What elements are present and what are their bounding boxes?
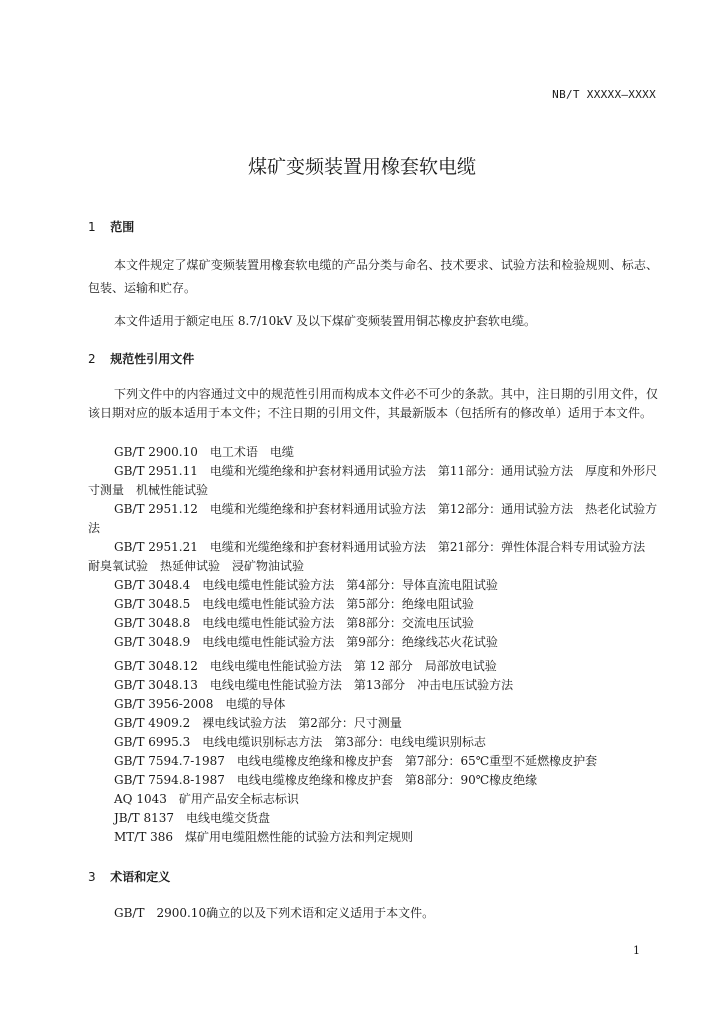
section-3-heading: [88, 868, 170, 885]
ref-item: GB/T 7594.7-1987 电线电缆橡皮绝缘和橡皮护套 第7部分：65℃重型不延燃橡皮护套: [114, 754, 598, 768]
ref-item: MT/T 386 煤矿用电缆阻燃性能的试验方法和判定规则: [114, 830, 414, 844]
ref-item: GB/T 3048.8 电线电缆电性能试验方法 第8部分：交流电压试验: [114, 616, 474, 630]
ref-item: GB/T 3048.13 电线电缆电性能试验方法 第13部分 冲击电压试验方法: [114, 678, 514, 692]
ref-item: GB/T 3048.4 电线电缆电性能试验方法 第4部分：导体直流电阻试验: [114, 578, 498, 592]
ref-item: GB/T 3048.12 电线电缆电性能试验方法 第 12 部分 局部放电试验: [114, 659, 497, 673]
ref-item: GB/T 2951.12 电缆和光缆绝缘和护套材料通用试验方法 第12部分：通用试验方法 热老化试验方法: [88, 502, 658, 535]
ref-item: GB/T 3956-2008 电缆的导体: [114, 697, 286, 711]
references-intro: 下列文件中的内容通过文中的规范性引用而构成本文件必不可少的条款。其中，注日期的引用文件，仅该日期对应的版本适用于本文件；不注日期的引用文件，其最新版本（包括所有的修改单）适用于本文件。: [88, 387, 658, 420]
section-2-title: 规范性引用文件: [110, 352, 195, 366]
page-number: 1: [633, 944, 640, 957]
ref-item: GB/T 3048.5 电线电缆电性能试验方法 第5部分：绝缘电阻试验: [114, 597, 474, 611]
section-1-heading: [88, 218, 134, 235]
scope-paragraph-1: 本文件规定了煤矿变频装置用橡套软电缆的产品分类与命名、技术要求、试验方法和检验规则、标志、包装、运输和贮存。: [88, 258, 658, 295]
section-1-number: 1: [88, 220, 96, 234]
section-1-title: 范围: [110, 220, 135, 234]
terms-paragraph: GB/T 2900.10确立的以及下列术语和定义适用于本文件。: [114, 906, 435, 920]
ref-item: GB/T 6995.3 电线电缆识别标志方法 第3部分：电线电缆识别标志: [114, 735, 486, 749]
section-3-title: 术语和定义: [110, 870, 171, 884]
ref-item: GB/T 7594.8-1987 电线电缆橡皮绝缘和橡皮护套 第8部分：90℃橡皮绝缘: [114, 773, 538, 787]
ref-item: GB/T 3048.9 电线电缆电性能试验方法 第9部分：绝缘线芯火花试验: [114, 635, 498, 649]
section-3-number: 3: [88, 870, 96, 884]
ref-item: AQ 1043 矿用产品安全标志标识: [114, 792, 299, 806]
scope-paragraph-2: 本文件适用于额定电压 8.7/10kV 及以下煤矿变频装置用铜芯橡皮护套软电缆。: [114, 314, 536, 328]
section-2-number: 2: [88, 352, 96, 366]
ref-item: GB/T 2900.10 电工术语 电缆: [114, 445, 294, 459]
document-title: 煤矿变频装置用橡套软电缆: [247, 156, 476, 178]
section-2-heading: [88, 350, 194, 367]
ref-item: GB/T 2951.21 电缆和光缆绝缘和护套材料通用试验方法 第21部分：弹性体混合料专用试验方法 耐臭氧试验 热延伸试验 浸矿物油试验: [88, 540, 658, 573]
ref-item: GB/T 2951.11 电缆和光缆绝缘和护套材料通用试验方法 第11部分：通用试验方法 厚度和外形尺寸测量 机械性能试验: [88, 464, 658, 497]
standard-code: NB/T XXXXX—XXXX: [552, 88, 656, 101]
ref-item: GB/T 4909.2 裸电线试验方法 第2部分：尺寸测量: [114, 716, 402, 730]
ref-item: JB/T 8137 电线电缆交货盘: [114, 811, 271, 825]
